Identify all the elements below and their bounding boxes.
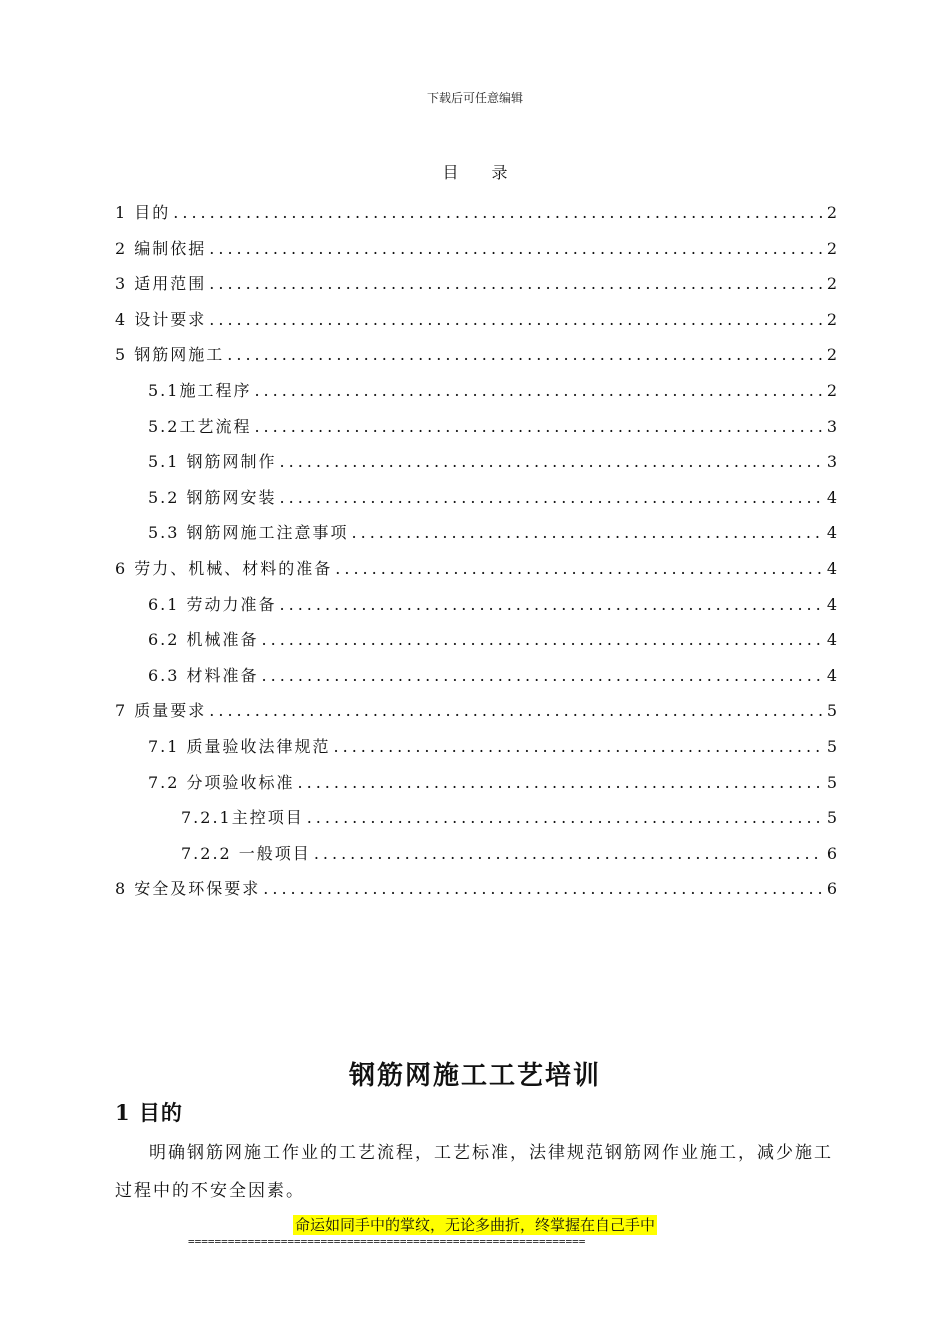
toc-entry[interactable] [115, 805, 837, 841]
toc-entry[interactable] [115, 520, 837, 556]
toc-entry-page: 4 [826, 665, 837, 685]
footer-rule: ============================================================ [188, 1235, 586, 1248]
footer-banner-text: 命运如同手中的掌纹，无论多曲折，终掌握在自己手中 [294, 1216, 655, 1234]
toc-entry-page: 3 [826, 452, 837, 472]
toc-entry[interactable] [115, 698, 837, 734]
toc-dot-leader [263, 879, 824, 898]
toc-entry-page: 6 [826, 879, 837, 899]
toc-dot-leader [298, 773, 824, 792]
toc-entry[interactable] [115, 627, 837, 663]
toc-dot-leader [280, 452, 824, 471]
body-paragraph: 明确钢筋网施工作业的工艺流程，工艺标准，法律规范钢筋网作业施工，减少施工过程中的不安全因素。 [115, 1143, 833, 1201]
toc-entry-label: 8 安全及环保要求 [115, 879, 261, 899]
toc-dot-leader [209, 310, 824, 329]
toc-entry-page: 2 [826, 380, 837, 400]
toc-entry-page: 6 [826, 843, 837, 863]
toc-entry-label: 6.2 机械准备 [148, 630, 259, 650]
toc-title: 目 录 [442, 163, 522, 182]
toc-entry-label: 5 钢筋网施工 [115, 345, 225, 365]
section-heading: 1 目的 [115, 1100, 183, 1125]
toc-dot-leader [335, 559, 824, 578]
toc-entry-label: 2 编制依据 [115, 238, 207, 258]
toc-entry[interactable] [115, 841, 837, 877]
toc-dot-leader [262, 666, 824, 685]
toc-dot-leader [209, 274, 824, 293]
toc-entry-label: 7.1 质量验收法律规范 [148, 736, 331, 756]
toc-entry-label: 1 目的 [115, 203, 171, 222]
toc-entry-page: 5 [826, 772, 837, 792]
toc-entry-page: 5 [826, 701, 837, 721]
toc-entry-label: 7 质量要求 [115, 701, 207, 721]
toc-entry-label: 5.2工艺流程 [148, 416, 252, 436]
toc-entry-label: 7.2.2 一般项目 [181, 843, 311, 863]
toc-entry[interactable] [115, 485, 837, 521]
toc-entry[interactable] [115, 342, 837, 378]
toc-entry-label: 5.3 钢筋网施工注意事项 [148, 523, 349, 543]
toc-entry-label: 6 劳力、机械、材料的准备 [115, 558, 333, 578]
toc-entry-page: 2 [826, 203, 837, 222]
toc-entry[interactable] [115, 307, 837, 343]
toc-dot-leader [334, 737, 824, 756]
toc-entry-page: 4 [826, 487, 837, 507]
toc-dot-leader [352, 523, 824, 542]
toc-entry-label: 4 设计要求 [115, 309, 207, 329]
toc-entry[interactable] [115, 876, 837, 912]
toc-dot-leader [254, 417, 823, 436]
toc-entry-label: 7.2.1主控项目 [181, 808, 304, 828]
toc-dot-leader [314, 844, 824, 863]
toc-entry-label: 3 适用范围 [115, 274, 207, 294]
toc-dot-leader [209, 239, 824, 258]
toc-entry-label: 6.1 劳动力准备 [148, 594, 277, 614]
toc-dot-leader [254, 381, 823, 400]
toc-dot-leader [209, 701, 824, 720]
toc-entry-page: 4 [826, 523, 837, 543]
toc-entry-label: 5.1 钢筋网制作 [148, 452, 277, 472]
toc-entry[interactable] [115, 663, 837, 699]
toc-entry-page: 4 [826, 594, 837, 614]
toc-entry-page: 5 [826, 736, 837, 756]
footer-banner [0, 1214, 950, 1235]
toc-entry-page: 5 [826, 808, 837, 828]
toc-entry-label: 6.3 材料准备 [148, 665, 259, 685]
toc-entry-label: 5.2 钢筋网安装 [148, 487, 277, 507]
toc-dot-leader [307, 808, 824, 827]
toc-dot-leader [280, 488, 824, 507]
toc-entry[interactable] [115, 378, 837, 414]
toc-entry[interactable] [115, 592, 837, 628]
toc-dot-leader [262, 630, 824, 649]
toc-entry-page: 4 [826, 558, 837, 578]
toc-dot-leader [173, 203, 824, 222]
toc-dot-leader [280, 595, 824, 614]
toc-entry-page: 2 [826, 345, 837, 365]
toc-entry-page: 4 [826, 630, 837, 650]
toc-entry-page: 3 [826, 416, 837, 436]
toc-entry[interactable] [115, 770, 837, 806]
toc-entry[interactable] [115, 414, 837, 450]
toc-entry[interactable] [115, 449, 837, 485]
document-title: 钢筋网施工工艺培训 [348, 1061, 601, 1091]
table-of-contents [115, 200, 837, 912]
toc-entry-label: 7.2 分项验收标准 [148, 772, 295, 792]
toc-entry[interactable] [115, 200, 837, 236]
toc-entry[interactable] [115, 556, 837, 592]
toc-entry-page: 2 [826, 238, 837, 258]
toc-entry-page: 2 [826, 274, 837, 294]
toc-entry[interactable] [115, 271, 837, 307]
toc-entry-label: 5.1施工程序 [148, 380, 252, 400]
toc-entry-page: 2 [826, 309, 837, 329]
toc-dot-leader [227, 345, 824, 364]
toc-entry[interactable] [115, 236, 837, 272]
toc-entry[interactable] [115, 734, 837, 770]
header-note: 下载后可任意编辑 [426, 91, 523, 105]
